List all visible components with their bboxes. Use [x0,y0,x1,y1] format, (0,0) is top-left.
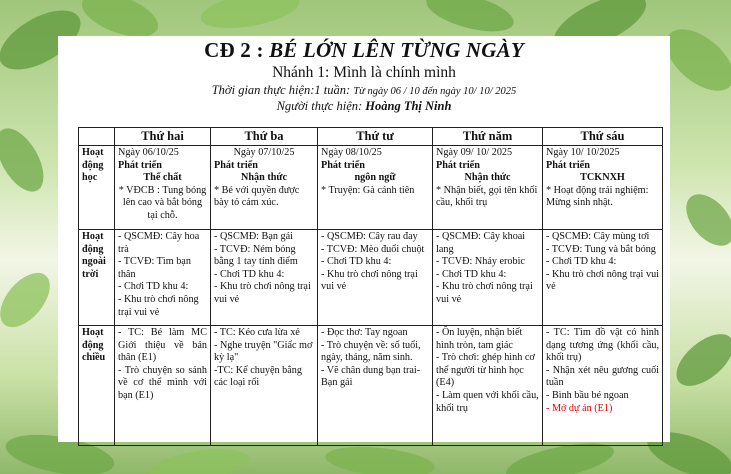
cell-date: Ngày 09/ 10/ 2025 [436,147,513,158]
cell-line: - Chơi TD khu 4: [214,268,285,280]
table-cell [318,326,433,446]
cell-line: - Đọc thơ: Tay ngoan [321,327,408,338]
table-cell [318,146,433,230]
cell-line: -TC: Kể chuyện bằng các loại rối [214,364,302,389]
table-cell [433,146,543,230]
corner-cell [79,128,115,146]
cell-line: - Trò chơi: ghép hình cơ thể người từ hình học (E4) [436,352,535,389]
cell-line: - TCVĐ: Tung và bắt bóng [546,243,656,255]
cell-line: - Vẽ chân dung bạn trai-Bạn gái [321,364,421,389]
cell-line: - Chơi TD khu 4: [546,256,617,268]
cell-area-sub: Nhận thức [464,172,511,184]
cell-area: Phát triển [546,159,590,171]
day-header: Thứ ba [211,128,318,146]
branch-line: Nhánh 1: Mình là chính mình [272,64,456,81]
cell-content: * Bé với quyền được bày tỏ cảm xúc. [214,184,300,209]
table-cell [543,146,663,230]
title-prefix: CĐ 2 : [204,38,270,62]
cell-content: * Nhận biết, gọi tên khối cầu, khối trụ [436,184,538,209]
cell-line: - Khu trò chơi nông trại vui vẻ [546,268,659,293]
cell-line: - Khu trò chơi nông trại vui vẻ [321,268,418,293]
table-cell [543,326,663,446]
cell-area-sub: ngôn ngữ [354,172,396,184]
cell-area-sub: Nhận thức [240,172,288,184]
cell-line: - QSCMĐ: Cây khoai lang [436,231,526,255]
cell-line: - TC: Kéo cưa lừa xẻ [214,327,300,338]
table-cell [433,326,543,446]
schedule-sheet [58,36,670,442]
cell-line: - TCVĐ: Ném bóng bằng 1 tay tính điểm [214,243,298,268]
cell-date: Ngày 08/10/25 [321,147,382,158]
cell-line: - QSCMĐ: Cây rau đay [321,231,418,242]
cell-date: Ngày 10/ 10/2025 [546,147,620,158]
cell-line: - Trò chuyện về: số tuổi, ngày, tháng, năm sinh. [321,339,421,364]
cell-line: - QSCMĐ: Bạn gái [214,231,293,242]
cell-line: - TCVĐ: Mèo đuổi chuột [321,243,425,255]
table-cell [318,230,433,326]
cell-line: - TCVĐ: Nhảy erobic [436,256,525,268]
cell-content: * VĐCB : Tung bóng lên cao và bắt bóng tại chỗ. [118,184,207,221]
table-cell [433,230,543,326]
cell-area: Phát triển [436,159,480,171]
cell-line: - Làm quen với khối cầu, khối trụ [436,389,539,414]
cell-content: * Hoạt động trải nghiệm: Mừng sinh nhật. [546,184,649,209]
cell-line: - Chơi TD khu 4: [118,281,189,293]
cell-line: - Bình bầu bé ngoan [546,389,629,401]
cell-area: Phát triển [214,159,258,171]
table-cell [115,230,211,326]
cell-line: - TCVĐ: Tìm bạn thân [118,256,191,280]
day-header: Thứ hai [115,128,211,146]
cell-line: - TC: Bé làm MC Giới thiệu về bản thân (E1) [118,327,207,364]
cell-line: - Chơi TD khu 4: [436,268,507,280]
cell-line: - QSCMĐ: Cây hoa trà [118,231,200,255]
duration-label: Thời gian thực hiện:1 tuần: [211,83,354,97]
cell-line: - TC: Tìm đồ vật có hình dạng tương ứng (khối cầu, khối trụ) [546,327,659,364]
duration-range: Từ ngày 06 / 10 đến ngày 10/ 10/ 2025 [353,86,517,97]
cell-line: - Nghe truyện "Giấc mơ kỳ lạ" [214,339,313,364]
title-topic: BÉ LỚN LÊN TỪNG NGÀY [269,38,524,62]
row-label: Hoạt động ngoài trời [79,230,115,326]
cell-date: Ngày 07/10/25 [233,147,295,158]
table-cell [211,326,318,446]
day-header: Thứ năm [433,128,543,146]
table-cell [211,146,318,230]
cell-line: - Nhận xét nêu gương cuối tuần [546,364,659,389]
table-cell [115,146,211,230]
table-header-row [79,128,663,146]
table-cell [115,326,211,446]
teacher-name: Hoàng Thị Ninh [365,99,452,113]
cell-line: - Khu trò chơi nông trại vui vẻ [214,281,311,305]
cell-line: - Trò chuyện so sánh về cơ thể mình với bạn (E1) [118,364,207,401]
highlighted-line: - Mở dự án (E1) [546,402,613,414]
row-label: Hoạt động học [79,146,115,230]
day-header: Thứ tư [318,128,433,146]
cell-area: Phát triển [321,159,365,171]
table-cell [211,230,318,326]
cell-line: - Ôn luyện, nhận biết hình tròn, tam giác [436,327,523,351]
cell-area: Phát triển [118,159,162,171]
duration-line [58,83,670,98]
activity-table [78,127,663,446]
cell-content: * Truyện: Gà cánh tiên [321,184,415,196]
cell-line: - QSCMĐ: Cây mùng tơi [546,231,650,242]
cell-line: - Khu trò chơi nông trại vui vẻ [436,281,533,305]
row-label: Hoạt động chiều [79,326,115,446]
table-cell [543,230,663,326]
cell-date: Ngày 06/10/25 [118,147,179,158]
cell-line: - Chơi TD khu 4: [321,256,392,268]
page-title [58,38,670,63]
table-row [79,146,663,230]
cell-area-sub: TCKNXH [580,172,625,184]
teacher-label: Người thực hiện: [276,99,366,113]
cell-area-sub: Thể chất [143,172,182,184]
table-row [79,326,663,446]
table-row [79,230,663,326]
day-header: Thứ sáu [543,128,663,146]
teacher-line [58,99,670,114]
cell-line: - Khu trò chơi nông trại vui vẻ [118,293,199,318]
